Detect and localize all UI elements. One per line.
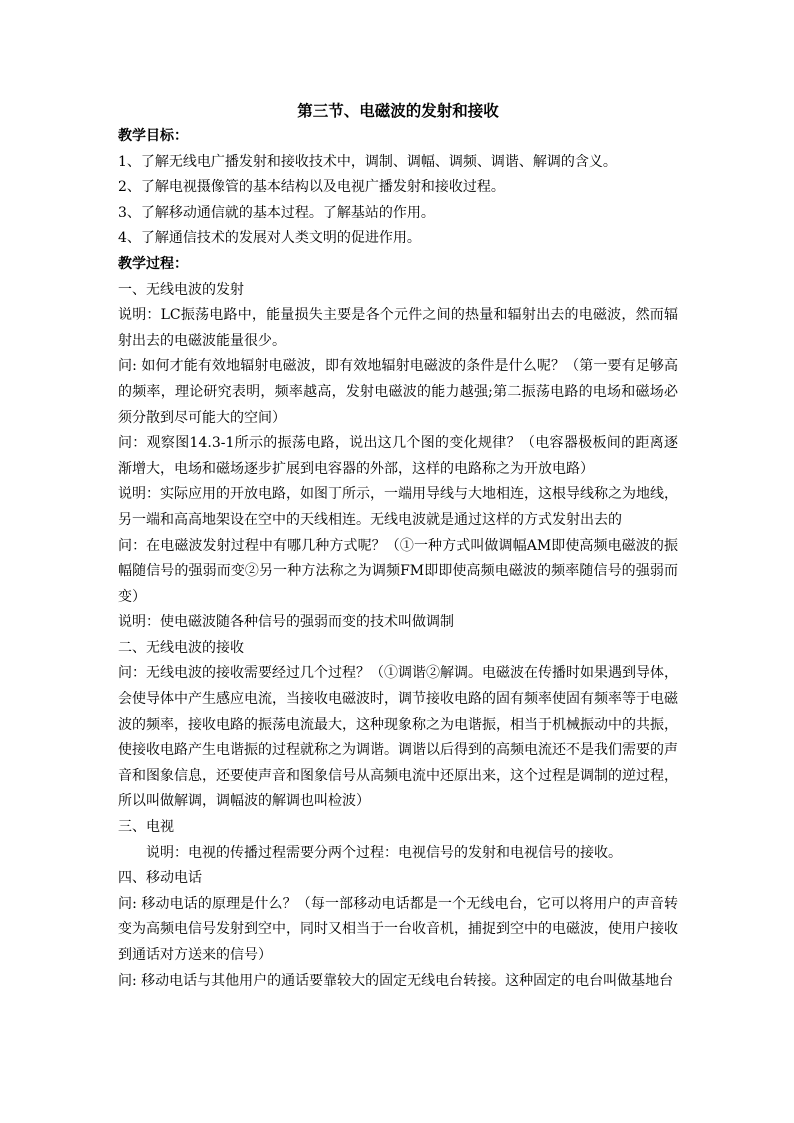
paragraph: 4、了解通信技术的发展对人类文明的促进作用。 — [118, 230, 421, 247]
paragraph: 问：无线电波的接收需要经过几个过程？（①调谐②解调。电磁波在传播时如果遇到导体，会使导体中产生感应电流，当接收电磁波时，调节接收电路的固有频率使固有频率等于电磁波的频率，接收电路的振荡电流最大，这种现象称之为电谐振，相当于机械振动中的共振，使接收电路产生电谐振的过程就称之为调谐。调谐以后得到的高频电流还不是我们需要的声音和图象信息，还要使声音和图象信号从高频电流中还原出来，这个过程是调制的逆过程，所以叫做解调，调幅波的解调也叫检波） — [118, 665, 678, 810]
document-title: 第三节、电磁波的发射和接收 — [297, 101, 499, 120]
paragraph: 说明：电视的传播过程需要分两个过程：电视信号的发射和电视信号的接收。 — [146, 844, 622, 861]
paragraph: 问: 移动电话的原理是什么？（每一部移动电话都是一个无线电台，它可以将用户的声音转变为高频电信号发射到空中，同时又相当于一台收音机，捕捉到空中的电磁波，使用户接收到通话对方送来的信号） — [118, 895, 678, 963]
paragraph: 一、无线电波的发射 — [118, 281, 244, 298]
paragraph: 问：在电磁波发射过程中有哪几种方式呢？（①一种方式叫做调幅AM即使高频电磁波的振幅随信号的强弱而变②另一种方法称之为调频FM即即使高频电磁波的频率随信号的强弱而变） — [118, 537, 678, 605]
paragraph: 说明：实际应用的开放电路，如图丁所示，一端用导线与大地相连，这根导线称之为地线，另一端和高高地架设在空中的天线相连。无线电波就是通过这样的方式发射出去的 — [118, 486, 678, 528]
paragraph: 问: 如何才能有效地辐射电磁波，即有效地辐射电磁波的条件是什么呢？（第一要有足够高的频率，理论研究表明，频率越高，发射电磁波的能力越强;第二振荡电路的电场和磁场必须分散到尽可能大的空间） — [118, 358, 678, 426]
paragraph: 2、了解电视摄像管的基本结构以及电视广播发射和接收过程。 — [118, 179, 505, 196]
section-heading: 教学目标： — [118, 128, 188, 144]
document-body — [118, 124, 678, 994]
paragraph: 三、电视 — [118, 819, 174, 836]
paragraph: 二、无线电波的接收 — [118, 639, 244, 656]
paragraph: 说明：LC振荡电路中，能量损失主要是各个元件之间的热量和辐射出去的电磁波，然而辐射出去的电磁波能量很少。 — [118, 307, 678, 349]
paragraph: 问：观察图14.3-1所示的振荡电路，说出这几个图的变化规律？（电容器极板间的距离逐渐增大，电场和磁场逐步扩展到电容器的外部，这样的电路称之为开放电路） — [118, 435, 678, 477]
paragraph: 问: 移动电话与其他用户的通话要靠较大的固定无线电台转接。这种固定的电台叫做基地台 — [118, 972, 674, 989]
section-heading: 教学过程： — [118, 255, 188, 272]
paragraph: 1、了解无线电广播发射和接收技术中，调制、调幅、调频、调谐、解调的含义。 — [118, 153, 617, 170]
paragraph: 四、移动电话 — [118, 870, 202, 887]
paragraph: 3、了解移动通信就的基本过程。了解基站的作用。 — [118, 204, 435, 221]
paragraph: 说明：使电磁波随各种信号的强弱而变的技术叫做调制 — [118, 614, 454, 631]
